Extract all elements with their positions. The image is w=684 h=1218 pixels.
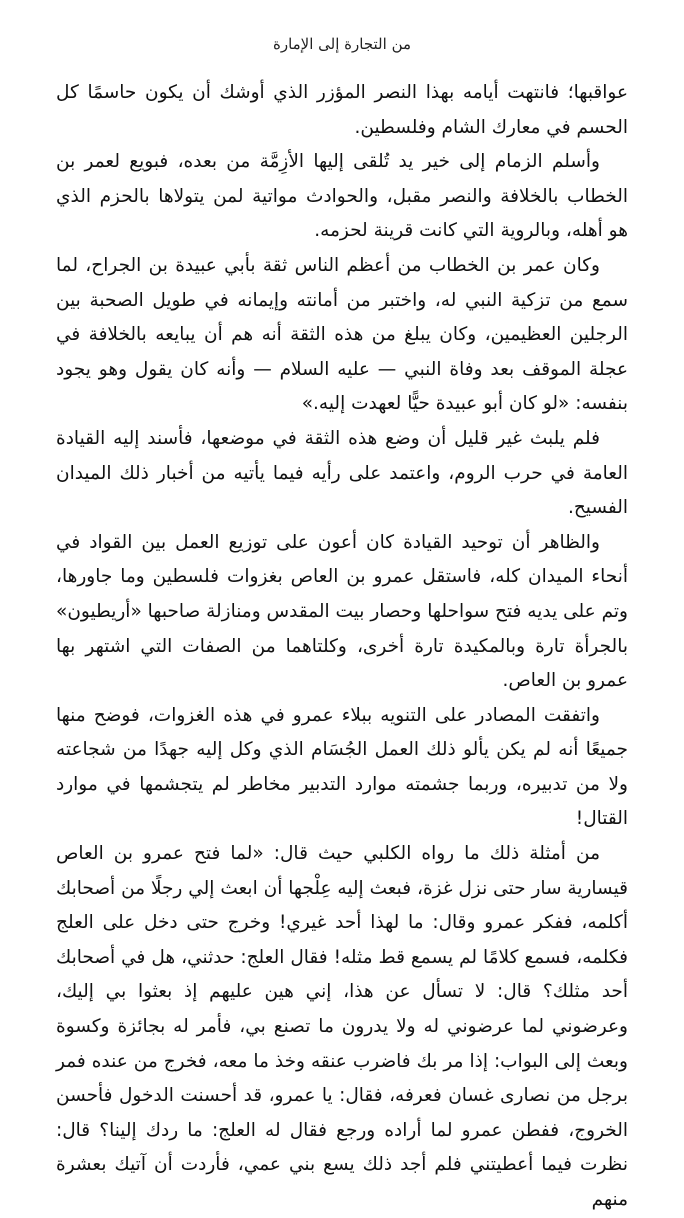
paragraph-7: من أمثلة ذلك ما رواه الكلبي حيث قال: «لما فتح عمرو بن العاص قيسارية سار حتى نزل غزة، فبعث إليه عِلْجها أن ابعث إلي رجلًا من أصحابك أكلمه، ففكر عمرو وقال: ما لهذا أحد غيري! وخرج حتى دخل على العلج فكلمه، فسمع كلامًا لم يسمع قط مثله! فقال العلج: حدثني، هل في أصحابك أحد مثلك؟ قال: لا تسأل عن هذا، إني هين عليهم إذ بعثوا بي إليك، وعرضوني لما عرضوني له ولا يدرون ما تصنع بي، فأمر له بجائزة وكسوة وبعث إلى البواب: إذا مر بك فاضرب عنقه وخذ ما معه، فخرج من عنده فمر برجل من نصارى غسان فعرفه، فقال: يا عمرو، قد أحسنت الدخول فأحسن الخروج، ففطن عمرو لما أراده ورجع فقال له العلج: ما ردك إلينا؟ قال: نظرت فيما أعطيتني فلم أجد ذلك يسع بني عمي، فأردت أن آتيك بعشرة منهم bbox=[56, 843, 628, 1210]
paragraph-5: والظاهر أن توحيد القيادة كان أعون على توزيع العمل بين القواد في أنحاء الميدان كله، فاستقل عمرو بن العاص بغزوات فلسطين وما جاورها، وتم على يديه فتح سواحلها وحصار بيت المقدس ومنازلة صاحبها «أريطيون» بالجرأة تارة وبالمكيدة تارة أخرى، وكلتاهما من الصفات التي اشتهر بها عمرو بن العاص. bbox=[56, 531, 628, 692]
body-text bbox=[56, 76, 628, 1218]
paragraph-6: واتفقت المصادر على التنويه ببلاء عمرو في هذه الغزوات، فوضح منها جميعًا أنه لم يكن يألو ذلك العمل الجُسَام الذي وكل إليه جهدًا من شجاعته ولا من تدبيره، وربما جشمته موارد التدبير مخاطر لم يتجشمها في موارد القتال! bbox=[56, 704, 628, 830]
paragraph-4: فلم يلبث غير قليل أن وضع هذه الثقة في موضعها، فأسند إليه القيادة العامة في حرب الروم، واعتمد على رأيه فيما يأتيه من أخبار ذلك الميدان الفسيح. bbox=[56, 427, 628, 519]
running-header: من التجارة إلى الإمارة bbox=[272, 35, 412, 53]
paragraph-2: وأسلم الزمام إلى خير يد تُلقى إليها الأزِمَّة من بعده، فبويع لعمر بن الخطاب بالخلافة والنصر مقبل، والحوادث مواتية لمن يتولاها بالحزم الذي هو أهله، وبالروية التي كانت قرينة لحزمه. bbox=[56, 151, 628, 242]
paragraph-3: وكان عمر بن الخطاب من أعظم الناس ثقة بأبي عبيدة بن الجراح، لما سمع من تزكية النبي له، واختبر من أمانته وإيمانه في طويل الصحبة بين الرجلين العظيمين، وكان يبلغ من هذه الثقة أنه هم أن يبايعه بالخلافة في عجلة الموقف بعد وفاة النبي — عليه السلام — وأنه كان يقول وهو يجود بنفسه: «لو كان أبو عبيدة حيًّا لعهدت إليه.» bbox=[56, 254, 628, 415]
paragraph-1: عواقبها؛ فانتهت أيامه بهذا النصر المؤزر الذي أوشك أن يكون حاسمًا كل الحسم في معارك الشام وفلسطين. bbox=[56, 82, 628, 138]
